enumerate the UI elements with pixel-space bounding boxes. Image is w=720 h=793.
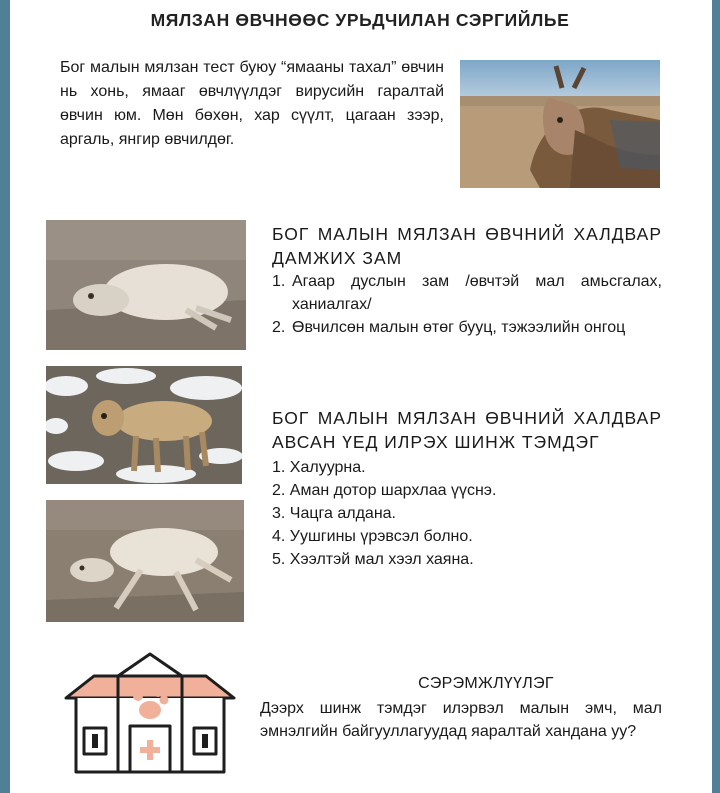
notice-section	[260, 672, 662, 743]
symptoms-heading: БОГ МАЛЫН МЯЛЗАН ӨВЧНИЙ ХАЛДВАР АВСАН ҮЕД ИЛРЭХ ШИНЖ ТЭМДЭГ	[272, 408, 662, 452]
transmission-section	[272, 222, 662, 339]
vet-clinic-icon	[62, 648, 238, 776]
transmission-heading: БОГ МАЛЫН МЯЛЗАН ӨВЧНИЙ ХАЛДВАР ДАМЖИХ ЗАМ	[272, 224, 662, 268]
notice-body: Дээрх шинж тэмдэг илэрвэл малын эмч, мал эмнэлгийн байгууллагуудад яаралтай хандана уу?	[260, 700, 662, 740]
list-item: 3. Чацга алдана.	[272, 505, 396, 522]
notice-heading: СЭРЭМЖЛҮҮЛЭГ	[418, 675, 554, 692]
page-frame-left	[0, 0, 10, 793]
intro-paragraph: Бог малын мялзан тест буюу “ямааны тахал” өвчин нь хонь, ямааг өвчлүүлдэг вирусийн гаралтай өвчин юм. Мөн бөхөн, хар сүүлт, цагаан зээр, аргаль, янгир өвчилдөг.	[60, 59, 444, 148]
list-item: 5. Хээлтэй мал хээл хаяна.	[272, 551, 474, 568]
goat-photo	[460, 60, 660, 188]
list-item-number: 1.	[272, 273, 286, 290]
sick-saiga-standing-photo	[46, 366, 242, 484]
list-item-text: Өвчилсөн малын өтөг бууц, тэжээлийн онгоц	[292, 319, 626, 336]
list-item-number: 2.	[272, 319, 286, 336]
symptoms-list	[272, 456, 662, 571]
list-item: 4. Уушгины үрэвсэл болно.	[272, 528, 473, 545]
list-item	[272, 316, 662, 339]
dead-saiga-photo	[46, 500, 244, 622]
sick-saiga-lying-photo	[46, 220, 246, 350]
list-item: 1. Халуурна.	[272, 459, 366, 476]
list-item	[272, 270, 662, 316]
list-item-text: Агаар дуслын зам /өвчтэй мал амьсгалах, ханиалгах/	[292, 273, 662, 313]
list-item: 2. Аман дотор шархлаа үүснэ.	[272, 482, 497, 499]
symptoms-section	[272, 406, 662, 571]
page-frame-right	[712, 0, 720, 793]
page-title: МЯЛЗАН ӨВЧНӨӨС УРЬДЧИЛАН СЭРГИЙЛЬЕ	[150, 10, 570, 30]
